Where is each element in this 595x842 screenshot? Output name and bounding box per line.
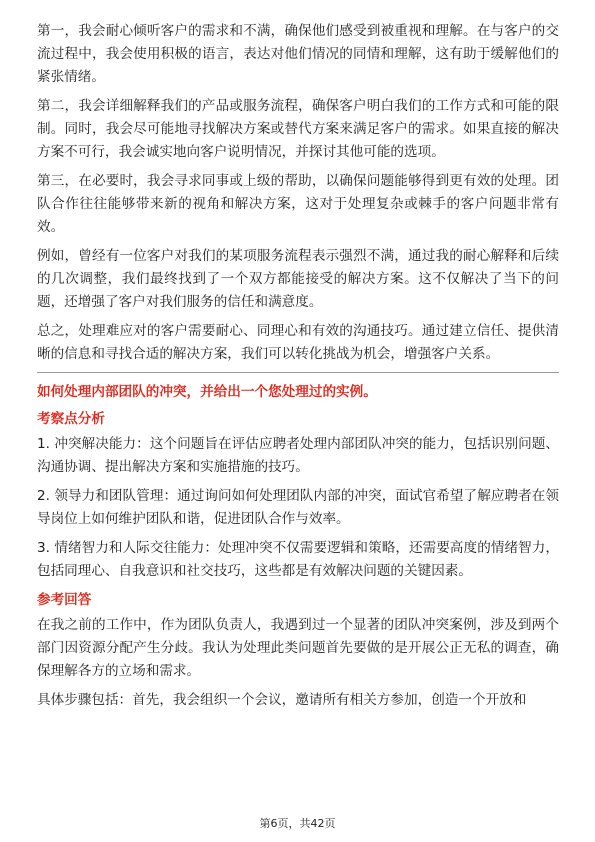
answer-heading: 参考回答: [37, 592, 92, 608]
analysis-item-3: 3. 情绪智力和人际交往能力：处理冲突不仅需要逻辑和策略，还需要高度的情绪智力，包括同理心、自我意识和社交技巧，这些都是有效解决问题的关键因素。: [37, 540, 559, 579]
section-divider: [37, 372, 559, 373]
interview-question: 如何处理内部团队的冲突，并给出一个您处理过的实例。: [37, 384, 377, 400]
intro-paragraph-5: 总之，处理难应对的客户需要耐心、同理心和有效的沟通技巧。通过建立信任、提供清晰的信息和寻找合适的解决方案，我们可以转化挑战为机会，增强客户关系。: [37, 323, 559, 362]
intro-paragraph-4: 例如，曾经有一位客户对我们的某项服务流程表示强烈不满，通过我的耐心解释和后续的几次调整，我们最终找到了一个双方都能接受的解决方案。这不仅解决了当下的问题，还增强了客户对我们服务的信任和满意度。: [37, 248, 559, 310]
analysis-item-1: 1. 冲突解决能力：这个问题旨在评估应聘者处理内部团队冲突的能力，包括识别问题、沟通协调、提出解决方案和实施措施的技巧。: [37, 436, 559, 475]
page-content: [37, 20, 559, 718]
page-number: 第6页，共42页: [259, 817, 336, 830]
answer-paragraph-1: 在我之前的工作中，作为团队负责人，我遇到过一个显著的团队冲突案例，涉及到两个部门因资源分配产生分歧。我认为处理此类问题首先要做的是开展公正无私的调查，确保理解各方的立场和需求。: [37, 617, 559, 679]
analysis-heading: 考察点分析: [37, 411, 105, 427]
intro-paragraph-3: 第三，在必要时，我会寻求同事或上级的帮助，以确保问题能够得到更有效的处理。团队合作往往能够带来新的视角和解决方案，这对于处理复杂或棘手的客户问题非常有效。: [37, 173, 559, 235]
analysis-item-2: 2. 领导力和团队管理：通过询问如何处理团队内部的冲突，面试官希望了解应聘者在领导岗位上如何维护团队和谐，促进团队合作与效率。: [37, 488, 559, 527]
intro-paragraph-2: 第二，我会详细解释我们的产品或服务流程，确保客户明白我们的工作方式和可能的限制。同时，我会尽可能地寻找解决方案或替代方案来满足客户的需求。如果直接的解决方案不可行，我会诚实地向客户说明情况，并探讨其他可能的选项。: [37, 98, 559, 160]
answer-paragraph-2: 具体步骤包括：首先，我会组织一个会议，邀请所有相关方参加，创造一个开放和: [37, 692, 527, 708]
intro-paragraph-1: 第一，我会耐心倾听客户的需求和不满，确保他们感受到被重视和理解。在与客户的交流过程中，我会使用积极的语言，表达对他们情况的同情和理解，这有助于缓解他们的紧张情绪。: [37, 23, 559, 85]
